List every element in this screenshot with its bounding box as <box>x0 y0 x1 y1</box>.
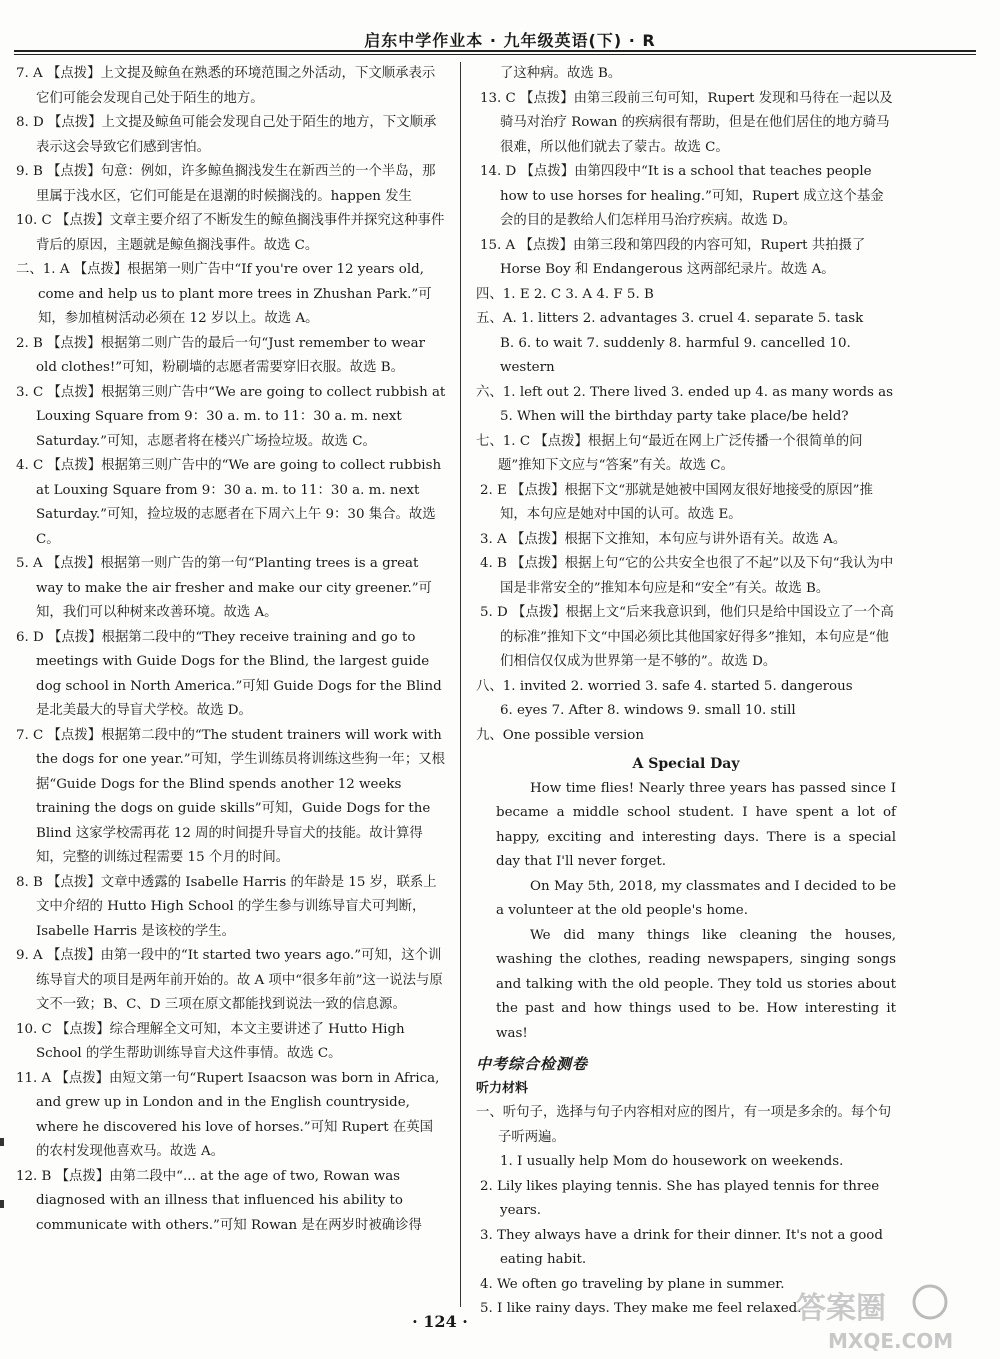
page-number: · 124 · <box>412 1312 468 1331</box>
watermark-text: 答案圈 <box>796 1291 886 1326</box>
answer-item: 七、1. C 【点拨】根据上句“最近在网上广泛传播一个很简单的问题”推知下文应与“答案”有关。故选 C。 <box>476 433 863 473</box>
watermark-url: MXQE.COM <box>828 1329 954 1353</box>
header-rule <box>14 50 976 55</box>
answer-item: 2. B 【点拨】根据第二则广告的最后一句“Just remember to wear old clothes!”可知，粉刷墙的志愿者需要穿旧衣服。故选 B。 <box>16 335 425 375</box>
column-divider <box>460 62 461 1307</box>
book-title: 启东中学作业本 · 九年级英语(下) · R <box>364 31 656 50</box>
answer-item: 10. C 【点拨】综合理解全文可知，本文主要讲述了 Hutto High School 的学生帮助训练导盲犬这件事情。故选 C。 <box>16 1021 405 1061</box>
answer-item: 八、1. invited 2. worried 3. safe 4. started 5. dangerous <box>476 678 853 694</box>
answer-item: 10. C 【点拨】文章主要介绍了不断发生的鲸鱼搁浅事件并探究这种事件背后的原因，主题就是鲸鱼搁浅事件。故选 C。 <box>16 213 445 253</box>
answer-item: 14. D 【点拨】由第四段中“It is a school that teaches people how to use horses for healing.”可知，Rupert 成立这个基金会的目的是教给人们怎样用马治疗疾病。故选 D。 <box>480 164 884 228</box>
answer-item: 5. A 【点拨】根据第一则广告的第一句“Planting trees is a great way to make the air fresher and make our city greener.”可知，我们可以种树来改善环境。故选 A。 <box>16 556 432 620</box>
answer-item: 四、1. E 2. C 3. A 4. F 5. B <box>476 286 654 302</box>
answer-item: 7. A 【点拨】上文提及鲸鱼在熟悉的环境范围之外活动，下文顺承表示它们可能会发现自己处于陌生的地方。 <box>16 66 436 106</box>
answer-item: 了这种病。故选 B。 <box>500 66 622 81</box>
listening-sentence: 5. I like rainy days. They make me feel relaxed. <box>480 1301 802 1316</box>
answer-item: 9. A 【点拨】由第一段中的“It started two years ago.”可知，这个训练导盲犬的项目是两年前开始的。故 A 项中“很多年前”这一说法与原文不一致；B、C、D 三项在原文都能找到说法一致的信息源。 <box>16 948 443 1012</box>
listening-instruction: 一、听句子，选择与句子内容相对应的图片，有一项是多余的。每个句子听两遍。 <box>476 1105 892 1145</box>
right-column <box>476 62 896 1322</box>
answer-item: 九、One possible version <box>476 727 644 743</box>
answer-item: 5. D 【点拨】根据上文“后来我意识到，他们只是给中国设立了一个高的标准”推知下文“中国必须比其他国家好得多”推知，本句应是“他们相信仅仅成为世界第一是不够的”。故选 D。 <box>480 605 894 669</box>
listening-sentence: 1. I usually help Mom do housework on weekends. <box>500 1154 844 1169</box>
answer-item: 12. B 【点拨】由第二段中“... at the age of two, Rowan was diagnosed with an illness that influenced his ability to communicate with others.”可知 Rowan 是在两岁时被确诊得 <box>16 1168 422 1233</box>
answer-item: 8. B 【点拨】文章中透露的 Isabelle Harris 的年龄是 15 岁，联系上文中介绍的 Hutto High School 的学生参与训练导盲犬可判断，Isabelle Harris 是该校的学生。 <box>16 874 437 939</box>
answer-item: 15. A 【点拨】由第三段和第四段的内容可知，Rupert 共拍摄了 Horse Boy 和 Endangerous 这两部纪录片。故选 A。 <box>480 237 866 277</box>
answer-item: 9. B 【点拨】句意：例如，许多鲸鱼搁浅发生在新西兰的一个半岛，那里属于浅水区，它们可能是在退潮的时候搁浅的。happen 发生 <box>16 164 436 204</box>
essay-title: A Special Day <box>632 756 740 772</box>
answer-item: 5. When will the birthday party take place/be held? <box>500 409 849 424</box>
listening-sentence: 3. They always have a drink for their dinner. It's not a good eating habit. <box>480 1227 883 1267</box>
answer-item: B. 6. to wait 7. suddenly 8. harmful 9. cancelled 10. western <box>500 335 851 375</box>
section-heading: 中考综合检测卷 <box>476 1055 589 1073</box>
essay-paragraph: How time flies! Nearly three years has passed since I became a middle school student. I have spent a lot of happy, exciting and interesting days. There is a special day that I'll never forget. <box>496 780 896 869</box>
edge-mark <box>0 1200 4 1208</box>
essay-paragraph: On May 5th, 2018, my classmates and I decided to be a volunteer at the old people's home. <box>496 878 896 918</box>
answer-item: 二、1. A 【点拨】根据第一则广告中“If you're over 12 years old, come and help us to plant more trees in Zhushan Park.”可知，参加植树活动必须在 12 岁以上。故选 A。 <box>16 262 432 326</box>
answer-item: 6. D 【点拨】根据第二段中的“They receive training and go to meetings with Guide Dogs for the Blind, the largest guide dog school in North America.”可知 Guide Dogs for the Blind 是北美最大的导盲犬学校。故选 D。 <box>16 629 442 718</box>
answer-item: 4. C 【点拨】根据第三则广告中的“We are going to collect rubbish at Louxing Square from 9：30 a. m. to 11：30 a. m. next Saturday.”可知，捡垃圾的志愿者在下周六上午 9：30 集合。故选 C。 <box>16 458 442 547</box>
answer-item: 3. C 【点拨】根据第三则广告中“We are going to collect rubbish at Louxing Square from 9：30 a. m. to 11：30 a. m. next Saturday.”可知，志愿者将在楼兴广场捡垃圾。故选 C。 <box>16 384 446 449</box>
listening-sentence: 4. We often go traveling by plane in summer. <box>480 1276 785 1292</box>
listening-sentence: 2. Lily likes playing tennis. She has played tennis for three years. <box>480 1178 880 1218</box>
watermark-logo <box>790 1280 990 1354</box>
left-column <box>16 62 446 1238</box>
answer-item: 8. D 【点拨】上文提及鲸鱼可能会发现自己处于陌生的地方，下文顺承表示这会导致它们感到害怕。 <box>16 115 437 155</box>
answer-item: 六、1. left out 2. There lived 3. ended up 4. as many words as <box>476 384 894 400</box>
essay-paragraph: We did many things like cleaning the houses, washing the clothes, reading newspapers, singing songs and talking with the old people. They told us stories about the past and how things used to be. How interesting it was! <box>496 927 896 1041</box>
answer-item: 2. E 【点拨】根据下文“那就是她被中国网友很好地接受的原因”推知，本句应是她对中国的认可。故选 E。 <box>480 482 873 522</box>
answer-item: 3. A 【点拨】根据下文推知，本句应与讲外语有关。故选 A。 <box>480 531 847 547</box>
section-subheading: 听力材料 <box>476 1080 529 1096</box>
answer-item: 7. C 【点拨】根据第二段中的“The student trainers will work with the dogs for one year.”可知，学生训练员将训练这些狗一年；又根据“Guide Dogs for the Blind spends another 12 weeks training the dogs on guide skills”可知，Guide Dogs for the Blind 这家学校需再花 12 周的时间提升导盲犬的技能。故计算得知，完整的训练过程需要 15 个月的时间。 <box>16 727 445 865</box>
page-header <box>0 0 1000 60</box>
answer-item: 13. C 【点拨】由第三段前三句可知，Rupert 发现和马待在一起以及骑马对治疗 Rowan 的疾病很有帮助，但是在他们居住的地方骑马很难，所以他们就去了蒙古。故选 C。 <box>480 90 893 155</box>
answer-item: 4. B 【点拨】根据上句“它的公共安全也很了不起”以及下句“我认为中国是非常安全的”推知本句应是和“安全”有关。故选 B。 <box>480 556 894 596</box>
answer-item: 6. eyes 7. After 8. windows 9. small 10. still <box>500 703 796 718</box>
edge-mark <box>0 1138 4 1146</box>
answer-item: 11. A 【点拨】由短文第一句“Rupert Isaacson was born in Africa, and grew up in London and in the English countryside, where he discovered his love of horses.”可知 Rupert 在英国的农村发现他喜欢马。故选 A。 <box>16 1070 440 1159</box>
answer-item: 五、A. 1. litters 2. advantages 3. cruel 4. separate 5. task <box>476 311 864 326</box>
